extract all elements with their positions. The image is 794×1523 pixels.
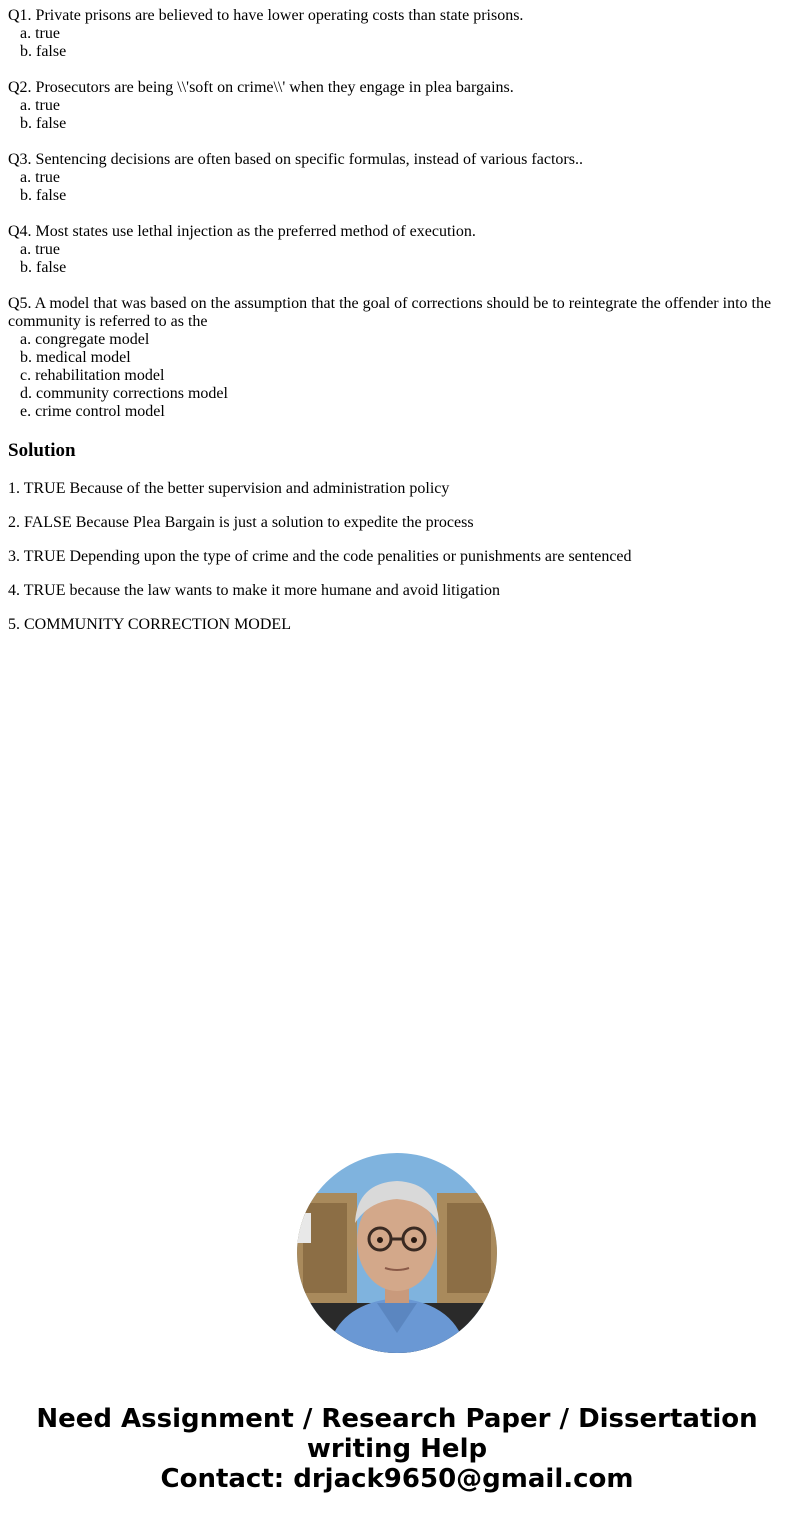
solution-heading: Solution	[8, 440, 76, 461]
answer-5: 5. COMMUNITY CORRECTION MODEL	[8, 616, 291, 633]
question-5	[8, 295, 786, 421]
option-d: d. community corrections model	[20, 385, 228, 402]
option-b: b. false	[20, 115, 67, 132]
promo-contact: Contact: drjack9650@gmail.com	[160, 1464, 634, 1494]
option-b: b. false	[20, 187, 67, 204]
question-2	[8, 79, 786, 133]
option-b: b. false	[20, 259, 67, 276]
promo-banner	[0, 1404, 794, 1494]
option-b: b. false	[20, 43, 67, 60]
option-e: e. crime control model	[20, 403, 165, 420]
question-1	[8, 7, 786, 61]
question-text: Q2. Prosecutors are being \\'soft on crime\\' when they engage in plea bargains.	[8, 79, 514, 96]
answer-1: 1. TRUE Because of the better supervision and administration policy	[8, 480, 450, 497]
option-a: a. congregate model	[20, 331, 150, 348]
question-text: Q1. Private prisons are believed to have lower operating costs than state prisons.	[8, 7, 524, 24]
avatar-portrait	[297, 1153, 497, 1353]
question-text: Q4. Most states use lethal injection as the preferred method of execution.	[8, 223, 476, 240]
option-a: a. true	[20, 241, 60, 258]
question-text: Q5. A model that was based on the assumption that the goal of corrections should be to reintegrate the offender into the community is referred to as the	[8, 295, 772, 330]
question-list	[8, 7, 786, 439]
question-3	[8, 151, 786, 205]
avatar	[297, 1153, 497, 1353]
option-a: a. true	[20, 25, 60, 42]
answer-4: 4. TRUE because the law wants to make it more humane and avoid litigation	[8, 582, 501, 599]
answer-3: 3. TRUE Depending upon the type of crime and the code penalities or punishments are sentenced	[8, 548, 632, 565]
question-4	[8, 223, 786, 277]
promo-line-1: Need Assignment / Research Paper / Dissertation	[36, 1404, 758, 1434]
option-a: a. true	[20, 169, 60, 186]
option-b: b. medical model	[20, 349, 131, 366]
answer-list	[8, 480, 786, 650]
option-a: a. true	[20, 97, 60, 114]
answer-2: 2. FALSE Because Plea Bargain is just a solution to expedite the process	[8, 514, 474, 531]
option-c: c. rehabilitation model	[20, 367, 165, 384]
promo-line-2: writing Help	[306, 1434, 488, 1464]
question-text: Q3. Sentencing decisions are often based on specific formulas, instead of various factors..	[8, 151, 583, 168]
